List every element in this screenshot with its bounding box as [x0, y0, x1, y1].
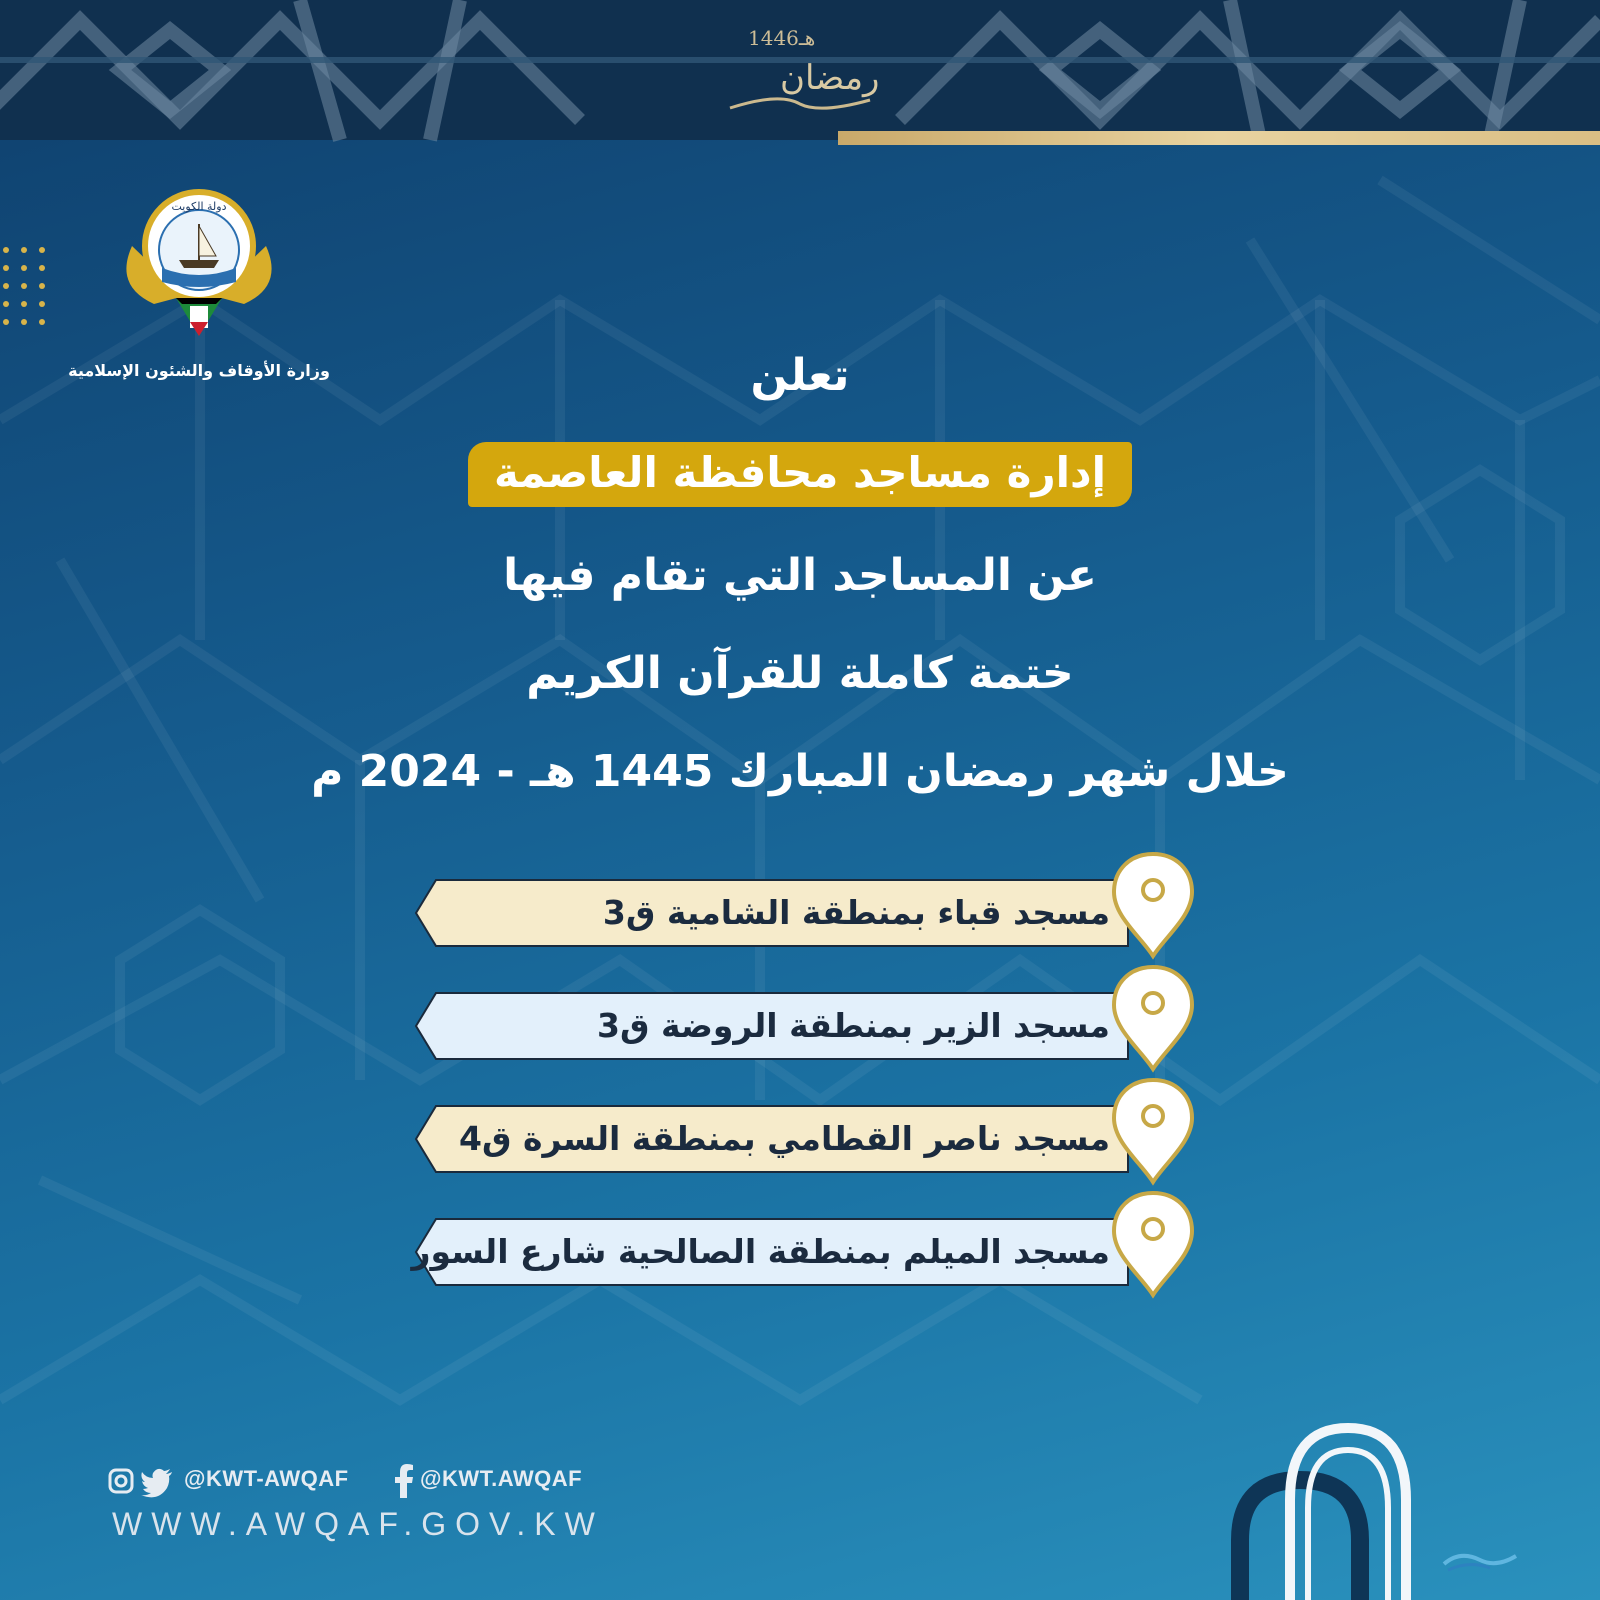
mosque-label: مسجد قباء بمنطقة الشامية ق3 [602, 893, 1110, 932]
svg-text:دولة الكويت: دولة الكويت [171, 200, 227, 213]
corner-logo [1440, 1542, 1520, 1572]
footer-social-links [108, 1462, 628, 1502]
facebook-icon[interactable] [394, 1464, 414, 1498]
mosque-label: مسجد ناصر القطامي بمنطقة السرة ق4 [459, 1119, 1110, 1158]
gold-accent-line [838, 131, 1600, 145]
location-pin-icon [1110, 963, 1196, 1073]
location-pin-icon [1110, 850, 1196, 960]
twitter-icon[interactable] [140, 1468, 174, 1496]
announcement-line-period: خلال شهر رمضان المبارك 1445 هـ - 2024 م [311, 746, 1289, 797]
mosque-list-item [410, 1189, 1200, 1289]
dot-grid-decoration [0, 244, 50, 334]
website-link[interactable]: WWW.AWQAF.GOV.KW [112, 1506, 604, 1542]
mosque-label: مسجد الميلم بمنطقة الصالحية شارع السور [411, 1232, 1110, 1271]
location-pin-icon [1110, 1076, 1196, 1186]
organization-highlight [0, 442, 1600, 507]
mosque-list [410, 850, 1200, 1310]
ramadan-title: رمضان [780, 58, 880, 98]
mosque-list-item [410, 963, 1200, 1063]
organization-name: إدارة مساجد محافظة العاصمة [468, 442, 1132, 507]
location-pin-icon [1110, 1189, 1196, 1299]
arch-decoration [1210, 1420, 1470, 1600]
announcement-verb: تعلن [750, 350, 850, 401]
social-handle-facebook[interactable]: @KWT.AWQAF [420, 1466, 583, 1491]
mosque-list-item [410, 850, 1200, 950]
announcement-line-about: عن المساجد التي تقام فيها [503, 550, 1097, 601]
mosque-list-item [410, 1076, 1200, 1176]
svg-text:وزارة الأوقاف والشئون الإسلامي: وزارة الأوقاف والشئون الإسلامية [68, 361, 330, 380]
mosque-label: مسجد الزير بمنطقة الروضة ق3 [597, 1006, 1110, 1045]
hijri-year: 1446هـ [748, 26, 816, 50]
instagram-icon[interactable] [108, 1468, 134, 1494]
announcement-line-khatma: ختمة كاملة للقرآن الكريم [526, 648, 1074, 699]
social-handle-twitter-instagram[interactable]: @KWT-AWQAF [184, 1466, 349, 1491]
